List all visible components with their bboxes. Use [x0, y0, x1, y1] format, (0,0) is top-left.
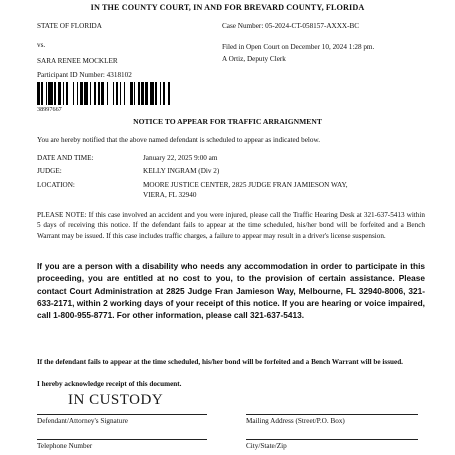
ada-notice: If you are a person with a disability who needs any accommodation in order to participate in this proceeding, you are entitled at no cost to you, to the provision of certain assistance. Please contact Court Administration at 2825 Judge Fran Jamieson Way, Melbourne, FL 32940-8006, 321-633-2171, within 2 working days of your receipt of this notice. If you are hearing or voice impaired, call 1-800-955-8771. For other information, please call 321-637-5413.: [37, 261, 425, 321]
location-line1: MOORE JUSTICE CENTER, 2825 JUDGE FRAN JAMIESON WAY,: [143, 181, 348, 189]
court-title: IN THE COUNTY COURT, IN AND FOR BREVARD COUNTY, FLORIDA: [90, 3, 365, 12]
intro-text: You are hereby notified that the above named defendant is scheduled to appear as indicated below.: [37, 136, 321, 144]
mailing-address-label: Mailing Address (Street/P.O. Box): [246, 417, 345, 425]
judge-label: JUDGE:: [37, 167, 62, 175]
city-line: [246, 439, 418, 440]
location-line2: VIERA, FL 32940: [143, 191, 197, 199]
bond-notice: If the defendant fails to appear at the time scheduled, his/her bond will be forfeited and a Bench Warrant will be issued.: [37, 358, 403, 366]
handwritten-in-custody: IN CUSTODY: [68, 392, 164, 408]
location-label: LOCATION:: [37, 181, 75, 189]
city-state-zip-label: City/State/Zip: [246, 442, 287, 450]
participant-id: Participant ID Number: 4318102: [37, 71, 132, 79]
clerk-line: A Ortiz, Deputy Clerk: [222, 55, 286, 63]
telephone-line: [37, 439, 207, 440]
signature-line: [37, 414, 207, 415]
case-number: Case Number: 05-2024-CT-058157-AXXX-BC: [222, 22, 360, 30]
date-value: January 22, 2025 9:00 am: [143, 154, 218, 162]
versus-label: vs.: [37, 41, 46, 49]
date-label: DATE AND TIME:: [37, 154, 94, 162]
barcode: [37, 82, 172, 105]
barcode-number: 38997667: [37, 106, 62, 113]
judge-value: KELLY INGRAM (Div 2): [143, 167, 220, 175]
defendant-signature-label: Defendant/Attorney's Signature: [37, 417, 128, 425]
acknowledge-text: I hereby acknowledge receipt of this document.: [37, 380, 182, 388]
notice-heading: NOTICE TO APPEAR FOR TRAFFIC ARRAIGNMENT: [133, 117, 322, 126]
defendant-name: SARA RENEE MOCKLER: [37, 57, 118, 65]
barcode-gap: [170, 82, 171, 105]
please-note: PLEASE NOTE: If this case involved an accident and you were injured, please call the Traffic Hearing Desk at 321-637-5413 within 5 days of receiving this notice. If the defendant fails to appear at the time scheduled, his/her bond will be forfeited and a Bench Warrant may be issued. If this case includes traffic charges, a failure to appear may result in a driver's license suspension.: [37, 211, 425, 240]
mailing-line: [246, 414, 418, 415]
telephone-label: Telephone Number: [37, 442, 93, 450]
filed-line: Filed in Open Court on December 10, 2024 1:28 pm.: [222, 43, 375, 51]
plaintiff-name: STATE OF FLORIDA: [37, 22, 102, 30]
